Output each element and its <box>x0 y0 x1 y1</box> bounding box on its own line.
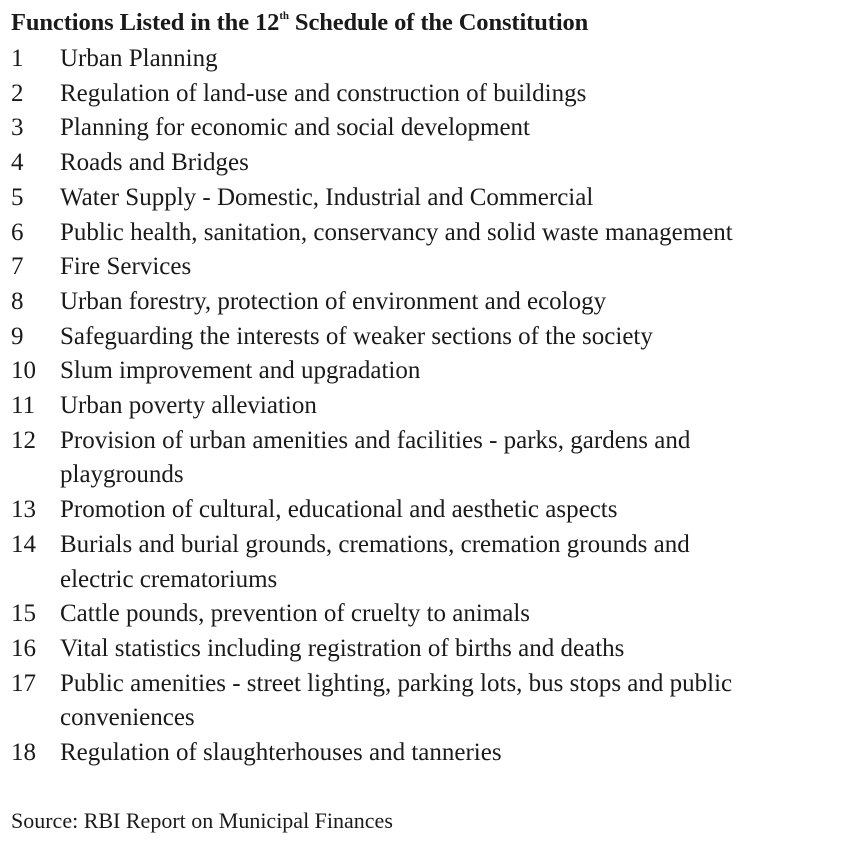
title-superscript: th <box>279 9 289 22</box>
list-item <box>11 146 839 181</box>
item-number: 2 <box>11 79 24 107</box>
item-text: Vital statistics including registration of births and deaths <box>60 634 625 662</box>
item-number: 3 <box>11 114 24 142</box>
list-item <box>11 667 839 736</box>
item-text: Burials and burial grounds, cremations, cremation grounds and <box>60 530 690 558</box>
item-number: 15 <box>11 600 36 628</box>
item-text: Promotion of cultural, educational and aesthetic aspects <box>60 496 618 524</box>
list-item <box>11 320 839 355</box>
item-number: 14 <box>11 530 36 558</box>
item-text: Urban forestry, protection of environment and ecology <box>60 287 607 315</box>
list-item <box>11 111 839 146</box>
list-item <box>11 632 839 667</box>
list-item <box>11 389 839 424</box>
item-text-continuation: conveniences <box>60 704 195 732</box>
item-text: Public health, sanitation, conservancy and solid waste management <box>60 218 733 246</box>
item-text: Safeguarding the interests of weaker sections of the society <box>60 322 653 350</box>
list-item <box>11 597 839 632</box>
item-text: Fire Services <box>60 253 192 281</box>
item-text: Provision of urban amenities and facilities - parks, gardens and <box>60 426 691 454</box>
item-number: 9 <box>11 322 24 350</box>
list-item <box>11 42 839 77</box>
source-note: Source: RBI Report on Municipal Finances <box>11 808 393 833</box>
item-number: 1 <box>11 45 24 72</box>
item-number: 7 <box>11 253 24 281</box>
item-number: 10 <box>11 357 36 385</box>
list-item <box>11 424 839 493</box>
item-text: Slum improvement and upgradation <box>60 357 421 385</box>
item-number: 11 <box>11 392 36 420</box>
title-suffix: Schedule of the Constitution <box>288 9 589 36</box>
item-text-continuation: electric crematoriums <box>60 565 278 593</box>
item-text: Regulation of land-use and construction of buildings <box>60 79 587 107</box>
list-item <box>11 493 839 528</box>
item-text: Regulation of slaughterhouses and tanneries <box>60 739 502 767</box>
item-number: 6 <box>11 218 24 246</box>
item-number: 18 <box>11 739 36 767</box>
item-number: 16 <box>11 634 36 662</box>
item-text: Water Supply - Domestic, Industrial and Commercial <box>60 183 594 211</box>
list-item <box>11 250 839 285</box>
item-text: Planning for economic and social development <box>60 114 531 142</box>
item-text: Urban Planning <box>60 45 218 72</box>
item-number: 5 <box>11 183 24 211</box>
item-text: Urban poverty alleviation <box>60 392 317 420</box>
list-item <box>11 285 839 320</box>
list-item <box>11 216 839 251</box>
item-number: 4 <box>11 149 24 177</box>
item-text-continuation: playgrounds <box>60 461 184 489</box>
item-number: 12 <box>11 426 36 454</box>
functions-list <box>11 42 839 771</box>
item-text: Roads and Bridges <box>60 149 249 177</box>
list-item <box>11 736 839 771</box>
item-number: 17 <box>11 669 36 697</box>
list-item <box>11 528 839 597</box>
item-text: Cattle pounds, prevention of cruelty to animals <box>60 600 531 628</box>
document-title <box>11 6 588 40</box>
title-prefix: Functions Listed in the 12 <box>11 9 280 36</box>
item-number: 8 <box>11 287 24 315</box>
list-item <box>11 77 839 112</box>
document-page <box>11 0 839 844</box>
list-item <box>11 354 839 389</box>
list-item <box>11 181 839 216</box>
item-number: 13 <box>11 496 36 524</box>
item-text: Public amenities - street lighting, parking lots, bus stops and public <box>60 669 733 697</box>
